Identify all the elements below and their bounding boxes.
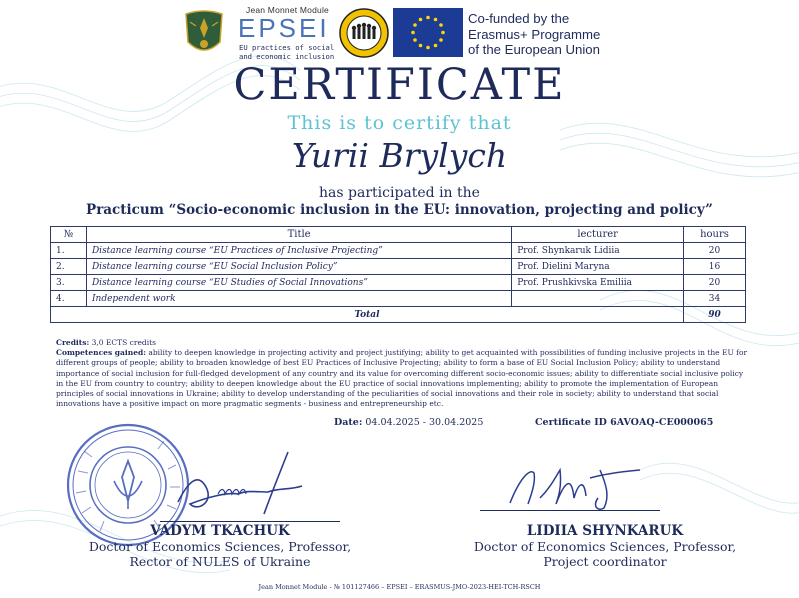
signature-tkachuk-icon: [168, 442, 328, 522]
table-header-row: [51, 227, 746, 243]
signatory-left-position: Rector of NULES of Ukraine: [129, 554, 311, 569]
signatory-left-degree: Doctor of Economics Sciences, Professor,: [88, 539, 352, 554]
row-no: 3.: [51, 275, 87, 291]
certify-text: This is to certify that: [287, 112, 512, 134]
row-hours: 20: [684, 275, 746, 291]
header-title: Title: [86, 227, 511, 243]
signatory-right-name: LIDIIA SHYNKARUK: [526, 523, 684, 539]
total-label: Total: [51, 307, 684, 323]
total-hours: 90: [684, 307, 746, 323]
certificate-title: CERTIFICATE: [233, 60, 566, 110]
competences-label: Competences gained:: [56, 348, 146, 358]
credits-line: [56, 338, 748, 348]
row-lecturer: Prof. Shynkaruk Lidiia: [512, 243, 684, 259]
competences-text: ability to deepen knowledge in projecting activity and project justifying; ability to get acquainted with possibilities of funding inclusive projects in the EU for different groups of people; ability to broaden knowledge of best EU Practices of Inclusive Projecting; ability to form a base of EU Social Inclusion Policy; ability to understand importance of social inclusion for full-fledged development of any country and its value for overcoming different socio-economic issues; ability to differentiate social inclusive policy in the EU from country to country; ability to deepen knowledge about the EU practice of social innovations implementing; ability to promote the implementation of European principles of social innovations in Ukraine; ability to develop understanding of the peculiarities of social innovations and their role in society; ability to understand that social innovations have a positive impact on more pragmatic segments - business and entrepreneurship etc.: [56, 348, 748, 409]
credits-block: [56, 338, 748, 409]
signatory-right-degree: Doctor of Economics Sciences, Professor,: [473, 539, 737, 554]
row-title: Independent work: [86, 291, 511, 307]
logo-header: [0, 2, 799, 64]
credits-value: 3,0 ECTS credits: [89, 338, 156, 347]
row-title: Distance learning course “EU Practices of Inclusive Projecting”: [86, 243, 511, 259]
row-hours: 20: [684, 243, 746, 259]
date-value: 04.04.2025 - 30.04.2025: [362, 417, 484, 428]
credits-label: Credits:: [56, 338, 90, 347]
signatory-left: [60, 524, 380, 569]
eu-flag-icon: [393, 8, 463, 57]
date-line: [334, 417, 483, 428]
signatory-left-name: VADYM TKACHUK: [150, 523, 290, 539]
row-no: 1.: [51, 243, 87, 259]
row-title: Distance learning course “EU Studies of Social Innovations”: [86, 275, 511, 291]
epsei-subtitle: [239, 43, 334, 61]
row-title: Distance learning course “EU Social Inclusion Policy”: [86, 259, 511, 275]
table-row: [51, 259, 746, 275]
row-hours: 34: [684, 291, 746, 307]
eu-text-line-3: of the European Union: [468, 42, 600, 57]
jean-monnet-module-label: Jean Monnet Module: [246, 5, 329, 15]
date-label: Date:: [334, 417, 363, 428]
competences-paragraph: [56, 348, 748, 409]
table-row: [51, 243, 746, 259]
signature-shynkaruk-icon: [500, 448, 650, 518]
eu-text-line-1: Co-funded by the: [468, 11, 570, 26]
nules-emblem-icon: [182, 8, 226, 60]
signatory-right-position: Project coordinator: [543, 554, 667, 569]
eu-text-line-2: Erasmus+ Programme: [468, 26, 601, 42]
header-hours: hours: [684, 227, 746, 243]
table-row: [51, 291, 746, 307]
signatory-right: [440, 524, 770, 569]
row-no: 4.: [51, 291, 87, 307]
participated-text: has participated in the: [319, 185, 480, 201]
epsei-subtitle-line-2: and economic inclusion: [239, 52, 335, 61]
row-no: 2.: [51, 259, 87, 275]
row-lecturer: Prof. Dielini Maryna: [512, 259, 684, 275]
certificate-id: Certificate ID 6AVOAQ-CE000065: [535, 417, 714, 428]
row-hours: 16: [684, 259, 746, 275]
recipient-name: Yurii Brylych: [291, 136, 508, 175]
header-lecturer: lecturer: [512, 227, 684, 243]
table-row: [51, 275, 746, 291]
eu-cofunded-text: [468, 11, 600, 58]
table-total-row: [51, 307, 746, 323]
epsei-subtitle-line-1: EU practices of social: [239, 43, 335, 52]
row-lecturer: Prof. Prushkivska Emiliia: [512, 275, 684, 291]
epsei-logo-text: EPSEI: [238, 13, 330, 43]
practicum-title: Practicum “Socio-economic inclusion in the EU: innovation, projecting and policy”: [86, 202, 713, 218]
courses-table: [50, 226, 746, 323]
row-lecturer: [512, 291, 684, 307]
project-round-logo-icon: [339, 6, 389, 60]
footer-text: Jean Monnet Module - № 101127466 – EPSEI – ERASMUS-JMO-2023-HEI-TCH-RSCH: [258, 583, 541, 591]
header-no: №: [51, 227, 87, 243]
